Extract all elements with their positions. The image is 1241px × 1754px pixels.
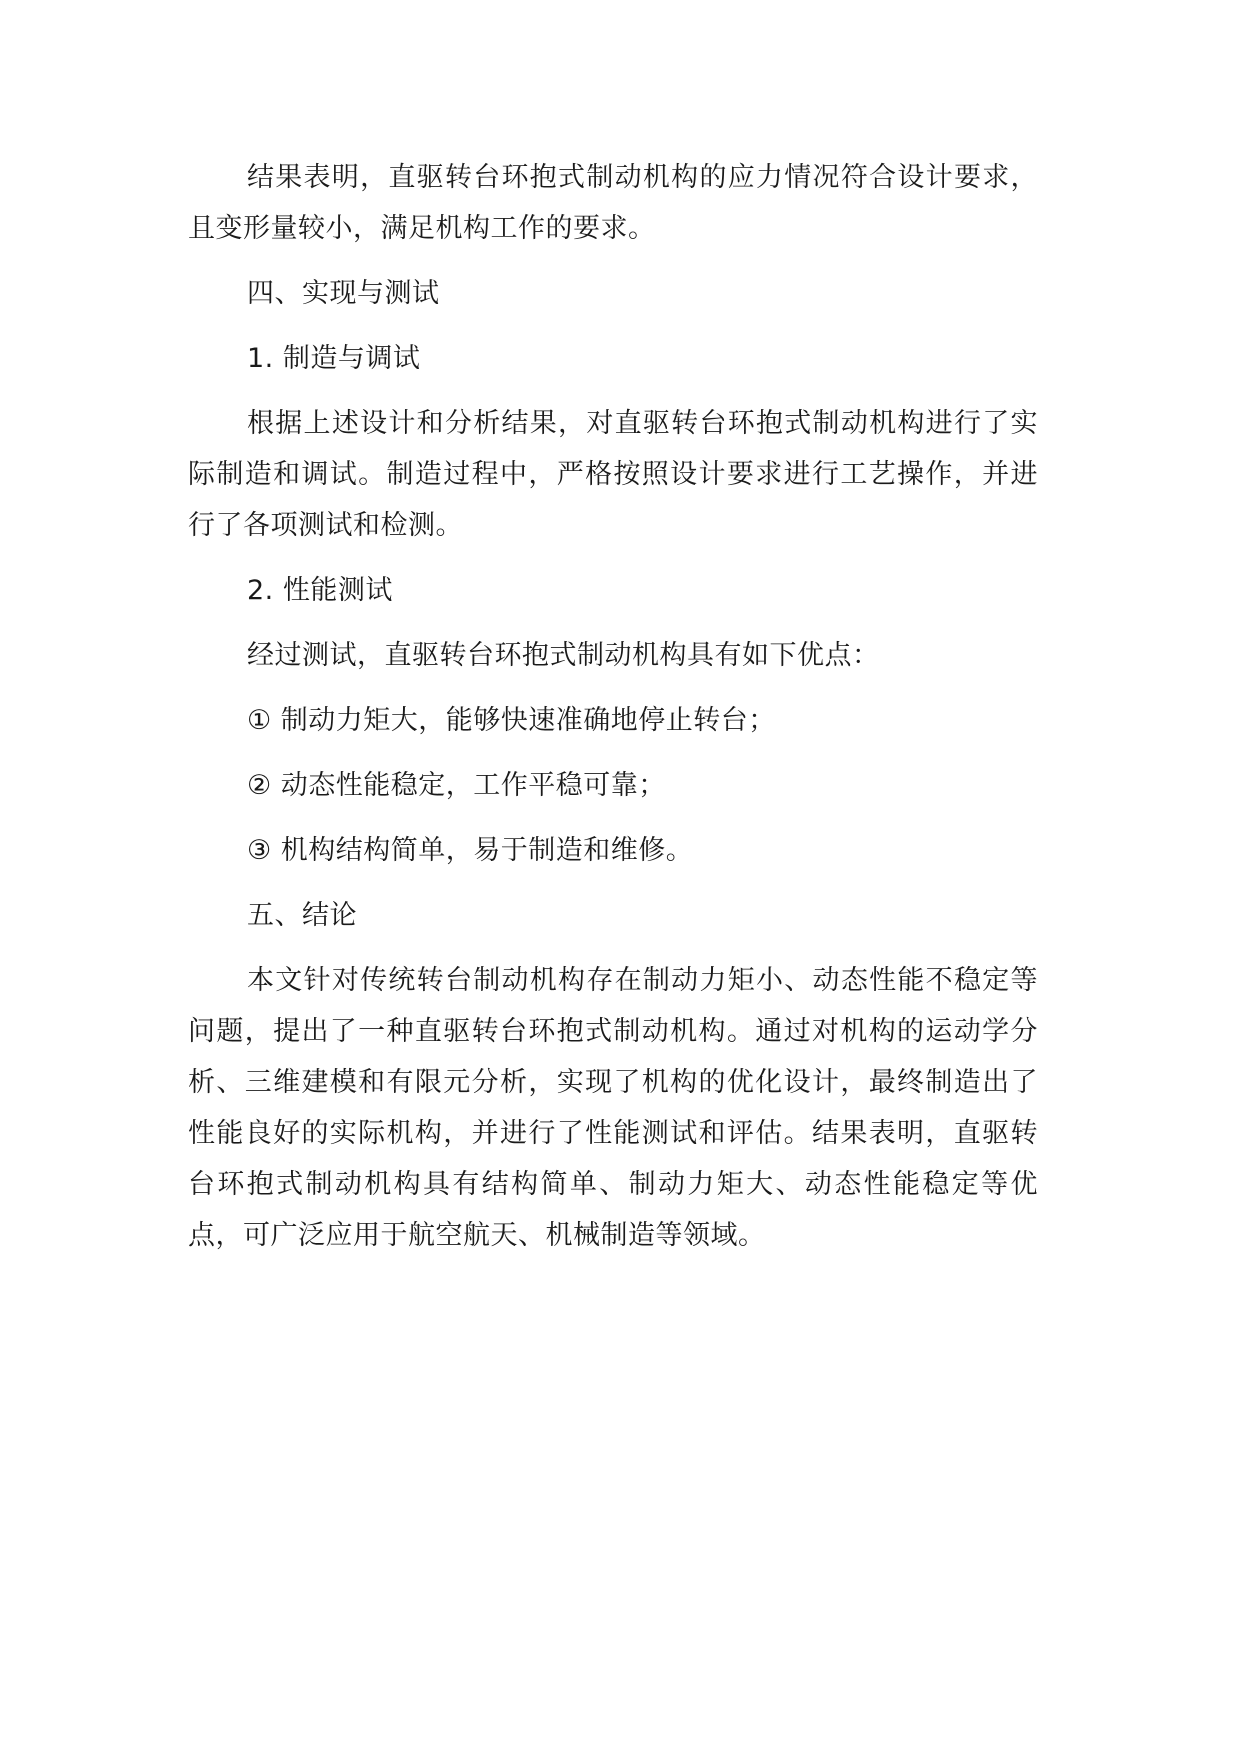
list-item-advantage-1: ① 制动力矩大，能够快速准确地停止转台；	[247, 705, 776, 736]
subsection-heading-performance-testing: 2. 性能测试	[247, 575, 393, 606]
paragraph-conclusion: 本文针对传统转台制动机构存在制动力矩小、动态性能不稳定等问题，提出了一种直驱转台环抱式制动机构。通过对机构的运动学分析、三维建模和有限元分析，实现了机构的优化设计，最终制造出了性能良好的实际机构，并进行了性能测试和评估。结果表明，直驱转台环抱式制动机构具有结构简单、制动力矩大、动态性能稳定等优点，可广泛应用于航空航天、机械制造等领域。	[188, 965, 1038, 1251]
paragraph-results-summary: 结果表明，直驱转台环抱式制动机构的应力情况符合设计要求，且变形量较小，满足机构工作的要求。	[188, 162, 1038, 244]
document-body	[188, 152, 1038, 1275]
section-heading-conclusion: 五、结论	[247, 900, 357, 931]
subsection-heading-manufacturing-debugging: 1. 制造与调试	[247, 343, 421, 374]
list-item-advantage-3: ③ 机构结构简单，易于制造和维修。	[247, 835, 694, 866]
list-item-advantage-2: ② 动态性能稳定，工作平稳可靠；	[247, 770, 666, 801]
paragraph-testing-intro: 经过测试，直驱转台环抱式制动机构具有如下优点：	[247, 640, 880, 671]
paragraph-manufacturing: 根据上述设计和分析结果，对直驱转台环抱式制动机构进行了实际制造和调试。制造过程中，严格按照设计要求进行工艺操作，并进行了各项测试和检测。	[188, 408, 1038, 541]
section-heading-implementation-testing: 四、实现与测试	[247, 278, 440, 309]
